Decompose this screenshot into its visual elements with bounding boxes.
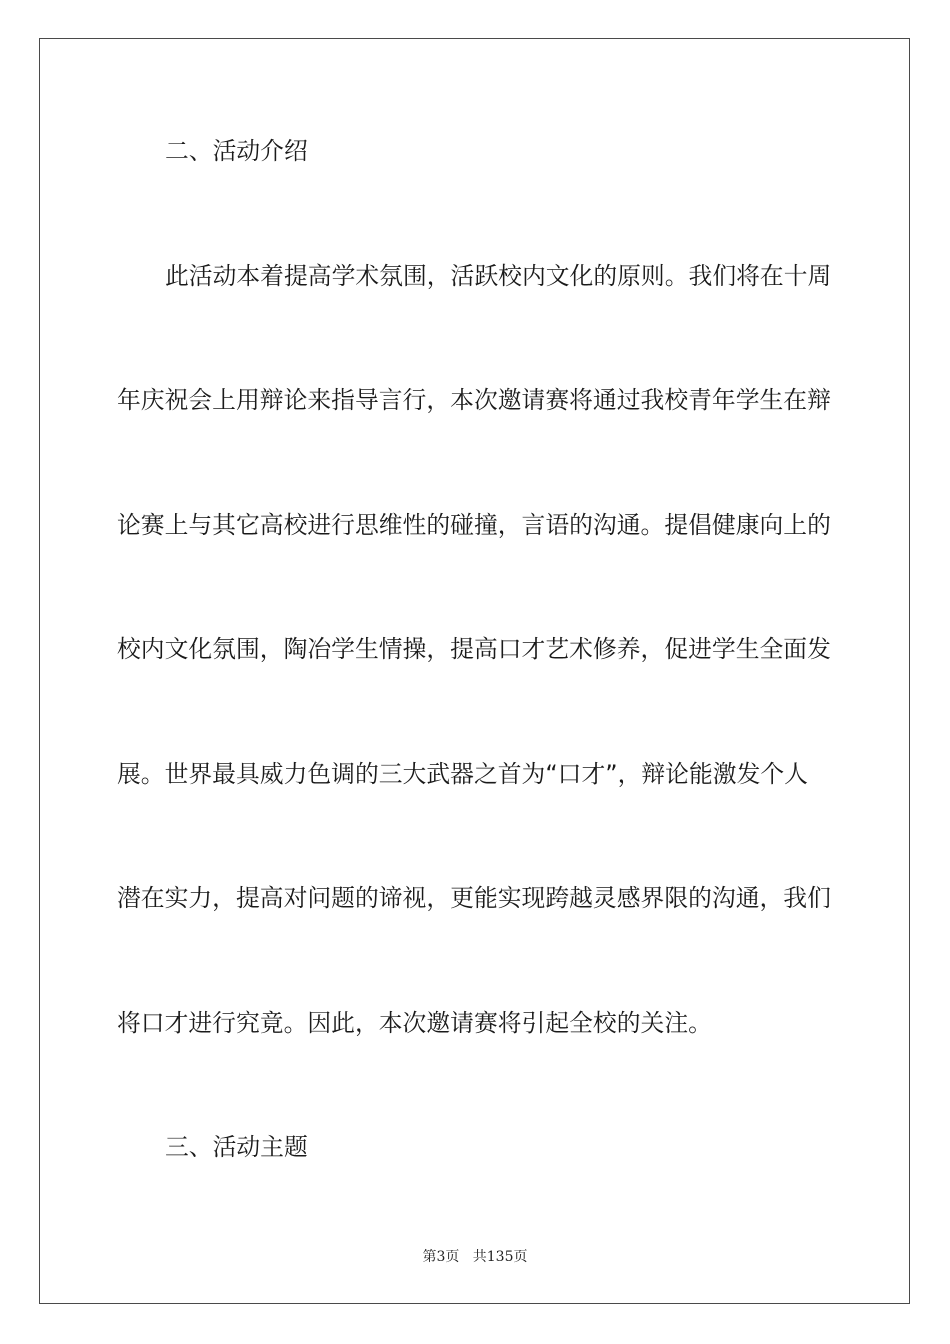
total-pages: 共135页 (472, 1249, 528, 1265)
paragraph-line-3: 论赛上与其它高校进行思维性的碰撞，言语的沟通。提倡健康向上的 (117, 511, 831, 539)
paragraph-line-6: 潜在实力，提高对问题的谛视，更能实现跨越灵感界限的沟通，我们 (117, 884, 831, 912)
paragraph-line-7: 将口才进行究竟。因此，本次邀请赛将引起全校的关注。 (117, 1009, 712, 1037)
page-border (39, 38, 910, 1304)
page-footer (0, 1248, 950, 1266)
paragraph-line-4: 校内文化氛围，陶冶学生情操，提高口才艺术修养，促进学生全面发 (117, 635, 831, 663)
paragraph-line-1: 此活动本着提高学术氛围，活跃校内文化的原则。我们将在十周 (165, 262, 832, 290)
paragraph-line-5: 展。世界最具威力色调的三大武器之首为“口才”，辩论能激发个人 (117, 760, 808, 788)
section-heading-activity-theme: 三、活动主题 (165, 1133, 308, 1161)
section-heading-activity-intro: 二、活动介绍 (165, 137, 308, 165)
page-number: 第3页 (422, 1249, 460, 1265)
paragraph-line-2: 年庆祝会上用辩论来指导言行，本次邀请赛将通过我校青年学生在辩 (117, 386, 831, 414)
